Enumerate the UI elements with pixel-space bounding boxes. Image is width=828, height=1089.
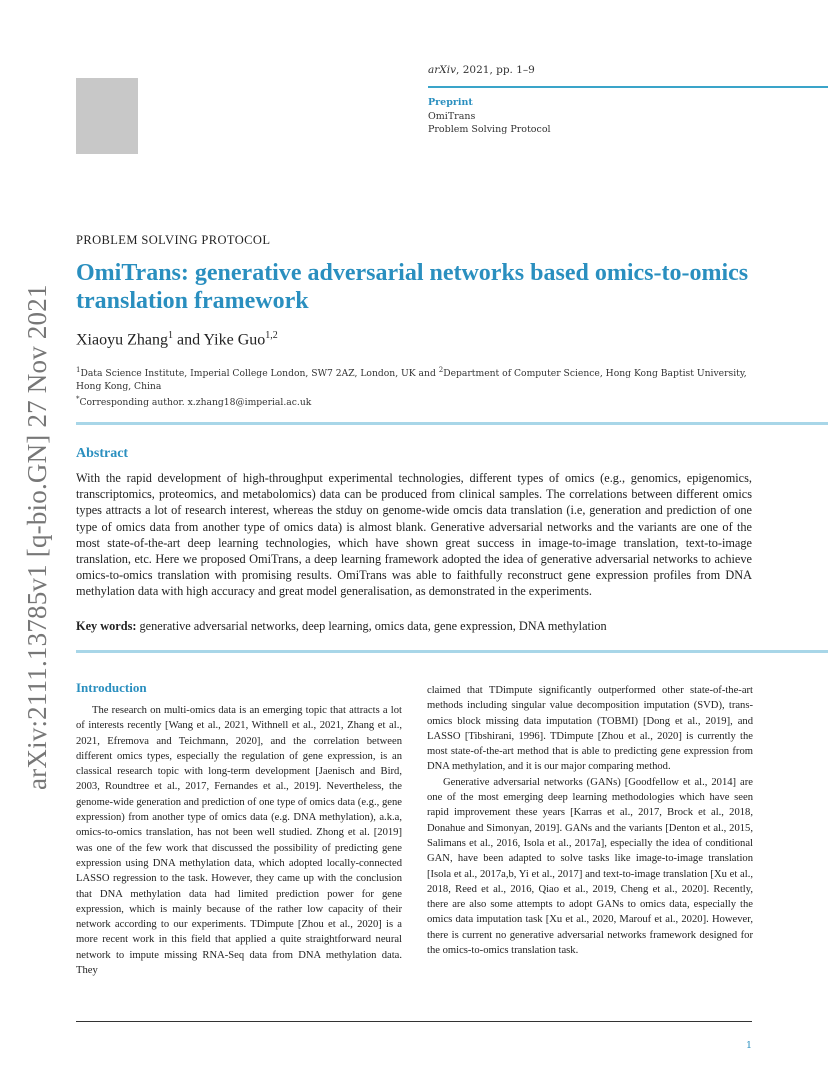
author-affil-marker: 1 [167,330,173,341]
author-list: Xiaoyu Zhang$^1$ and Yike Guo$^{1,2}$ [76,330,278,349]
abstract-text: With the rapid development of high-throughput experimental technologies, different types of omics (e.g., genomics, epigenomics, transcriptomics, proteomics, and metabolomics) data can be produced from clinical samples. The correlations between different omics types attracts a lot of research interest, whereas the stduy on genome-wide omcis data translation (i.e, generation and prediction of one type of omics data from another type of omics data) is almost blank. Generative adversarial networks and the variants are one of the most state-of-the-art deep learning technologies, which have shown great success in image-to-image translation, text-to-image translation, etc. Here we proposed OmiTrans, a deep learning framework adopted the idea of generative adversarial networks to achieve omics-to-omics translation with promising results. OmiTrans was able to faithfully reconstruct gene expression profiles from DNA methylation data with high accuracy and great model generalisation, as demonstrated in the experiments. [76,471,752,599]
keywords-label: Key words: [76,619,137,633]
short-title: OmiTrans [428,110,476,122]
affiliations: $^1$Data Science Institute, Imperial College London, SW7 2AZ, London, UK and $^2$Department of Computer Science, Hong Kong Baptist University, Hong Kong, China *Corresponding author. x.zhang18@imperial.ac.uk [76,364,766,410]
section-label: PROBLEM SOLVING PROTOCOL [76,233,271,247]
author-affil-marker: 1,2 [265,330,278,341]
paragraph: claimed that TDimpute significantly outperformed other state-of-the-art methods including singular value decomposition imputation (SVD), trans-omics block missing data imputation (TOBMI) [Dong et al., 2019], and LASSO [Tibshirani, 1996]. TDimpute [Zhou et al., 2020] is currently the most state-of-the-art method that is able to predicting gene expression from DNA methylation, and it is our major comparing method. [427,685,753,773]
left-column [76,703,402,978]
arxiv-sidebar-id[interactable]: arXiv:2111.13785v1 [q-bio.GN] 27 Nov 2021 [22,284,52,790]
paper-title: OmiTrans: generative adversarial networks based omics-to-omics translation framework [76,260,749,314]
paragraph: The research on multi-omics data is an emerging topic that attracts a lot of interests recently [Wang et al., 2021, Withnell et al., 2021, Zhang et al., 2021, Efremova and Teichmann, 2020], and the correlation between different omics types, especially the regulation of gene expression, is an classical research topic with long-term development [Jaenisch and Bird, 2003, Roundtree et al., 2017, Fernandes et al., 2019]. Nevertheless, the genome-wide generation and prediction of one type of omics data (e.g., gene expression) from another type of omics data (e.g. DNA methylation), a.k.a, omics-to-omics translation, has not been well studied. Zhong et al. [2019] was one of the few work that discussed the possibility of predicting gene expression using DNA methylation data, which adopted locally-connected LASSO regression to the task. However, they came up with the conclusion that DNA methylation data had limited prediction power for gene expression, which is mainly because of the rather low capacity of their network according to our experiments. TDimpute [Zhou et al., 2020] is a more recent work in this field that applied a quite straightforward neural network to impute missing RNA-Seq data from DNA methylation data. They [76,705,402,977]
author-name: Yike Guo [203,331,266,349]
right-column [427,683,753,958]
keywords-list: generative adversarial networks, deep learning, omics data, gene expression, DNA methylation [136,619,607,633]
journal-citation: arXiv, 2021, pp. 1–9 [428,64,535,76]
paragraph: Generative adversarial networks (GANs) [Goodfellow et al., 2014] are one of the most emerging deep learning methodologies which have seen rapid improvement these years [Karras et al., 2017, Brock et al., 2018, Donahue and Simonyan, 2019]. GANs and the variants [Denton et al., 2015, Salimans et al., 2016, Isola et al., 2017a], especially the idea of conditional GAN, have been adapted to solve tasks like image-to-image translation [Isola et al., 2017a,b, Yi et al., 2017] and text-to-image translation [Xu et al., 2018, Reed et al., 2016, Qiao et al., 2019, Cheng et al., 2020]. Recently, there are also some attempts to adopt GANs to omics data, especially the omics data imputation task [Xu et al., 2020, Marouf et al., 2020]. However, there is current no generative adversarial networks framework designed for the omics-to-omics translation task. [427,776,753,957]
article-meta [428,96,551,137]
abstract-heading: Abstract [76,446,129,461]
corresponding-author: *Corresponding author. x.zhang18@imperial.ac.uk [76,395,312,409]
header-rule [428,86,828,88]
footer-rule [76,1021,752,1022]
article-type: Problem Solving Protocol [428,124,551,135]
preprint-label: Preprint [428,97,473,108]
author-name: Xiaoyu Zhang [76,331,168,349]
page-number: 1 [746,1040,753,1051]
abstract-top-rule [76,422,828,425]
keywords [76,619,752,634]
introduction-heading: Introduction [76,680,147,695]
abstract-bottom-rule [76,650,828,653]
journal-logo-placeholder [76,78,138,154]
